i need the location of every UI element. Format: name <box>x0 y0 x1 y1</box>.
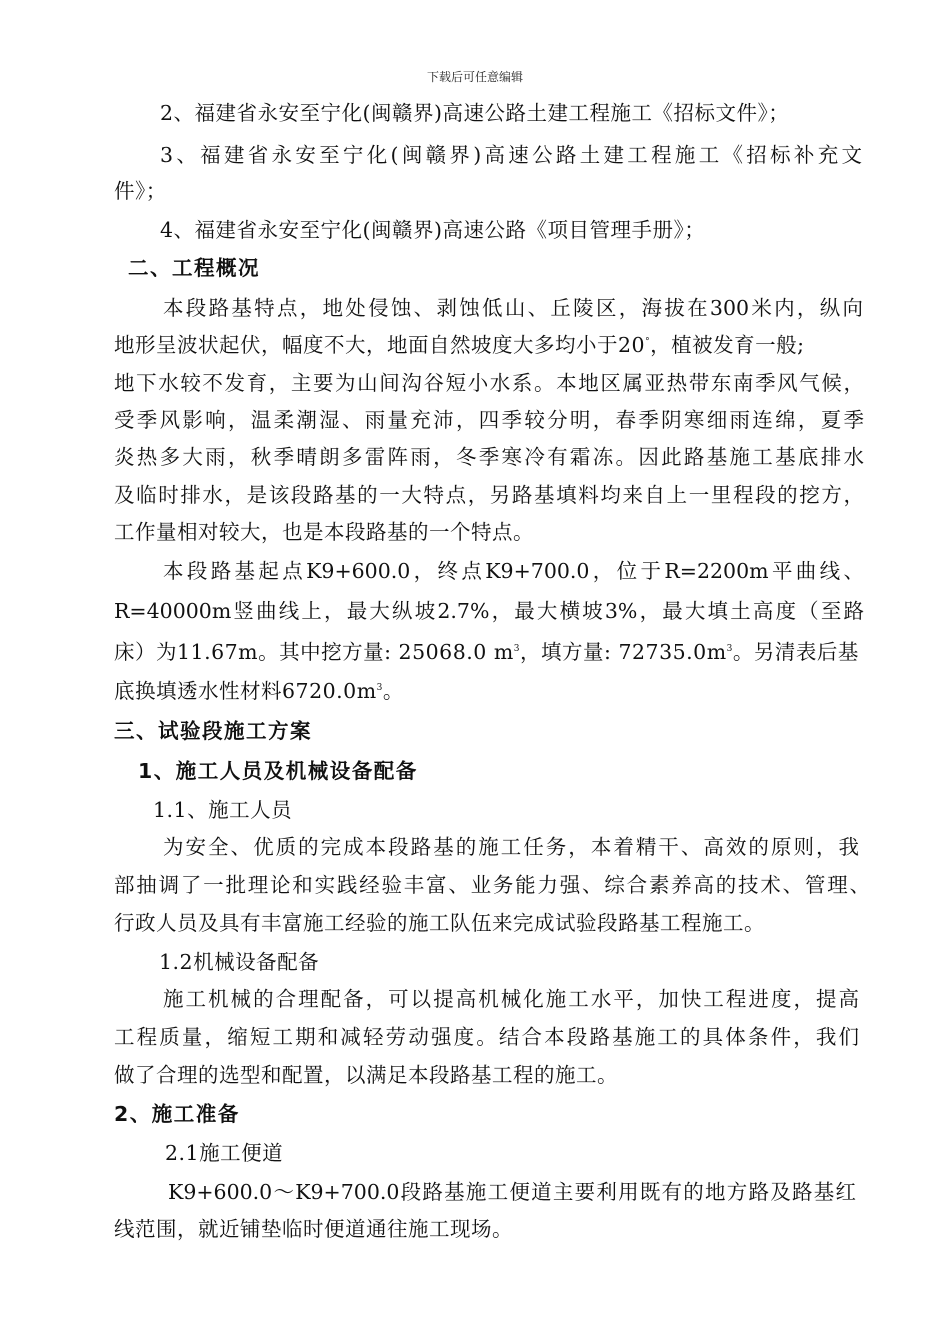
paragraph-line: 行政人员及具有丰富施工经验的施工队伍来完成试验段路基工程施工。 <box>114 911 765 935</box>
paragraph-line: 部抽调了一批理论和实践经验丰富、业务能力强、综合素养高的技术、管理、 <box>114 873 870 897</box>
subsection-heading-preparation: 2、施工准备 <box>114 1102 240 1126</box>
item-heading-staff: 1.1、施工人员 <box>153 798 293 822</box>
reference-item-3 <box>160 141 862 169</box>
section-heading-trial-plan: 三、试验段施工方案 <box>114 719 312 743</box>
page-header-note: 下载后可任意编辑 <box>426 70 523 84</box>
paragraph-line: 施工机械的合理配备，可以提高机械化施工水平，加快工程进度，提高 <box>163 987 859 1011</box>
paragraph-line: 底换填透水性材料$6720.0m^3$。 <box>114 679 404 703</box>
subsection-heading-staffing: 1、施工人员及机械设备配备 <box>138 759 418 783</box>
paragraph-line: 受季风影响，温柔潮湿、雨量充沛，四季较分明，春季阴寒细雨连绵，夏季 <box>114 408 864 432</box>
paragraph-line: 地下水较不发育，主要为山间沟谷短小水系。本地区属亚热带东南季风气候， <box>114 371 864 395</box>
reference-item-3-line2: 件》； <box>114 179 167 203</box>
paragraph-line: 本段路基起点K9+600.0，终点K9+700.0，位于R=2200m平曲线、 <box>163 559 864 583</box>
reference-item-2: 2、福建省永安至宁化(闽赣界)高速公路土建工程施工《招标文件》； <box>160 101 790 125</box>
paragraph-line: 工作量相对较大，也是本段路基的一个特点。 <box>114 520 534 544</box>
paragraph-line: 及临时排水，是该段路基的一大特点，另路基填料均来自上一里程段的挖方， <box>114 483 864 507</box>
paragraph-line: K9+600.0～K9+700.0段路基施工便道主要利用既有的地方路及路基红 <box>168 1180 856 1204</box>
paragraph-line: 炎热多大雨，秋季晴朗多雷阵雨，冬季寒冷有霜冻。因此路基施工基底排水 <box>114 445 864 469</box>
item-heading-machinery: 1.2机械设备配备 <box>159 950 320 974</box>
reference-item-4: 4、福建省永安至宁化(闽赣界)高速公路《项目管理手册》； <box>160 218 706 242</box>
section-heading-overview: 二、工程概况 <box>128 256 260 280</box>
paragraph-line: 地形呈波状起伏，幅度不大，地面自然坡度大多均小于20°，植被发育一般; <box>114 333 805 357</box>
paragraph-line: 床）为11.67m。其中挖方量: 25068.0 $m^3$，填方量: $72735.0m^3$。另清表后基 <box>114 640 859 664</box>
paragraph-line: 做了合理的选型和配置，以满足本段路基工程的施工。 <box>114 1063 618 1087</box>
paragraph-line: 为安全、优质的完成本段路基的施工任务，本着精干、高效的原则，我 <box>163 835 859 859</box>
paragraph-line: 工程质量，缩短工期和减轻劳动强度。结合本段路基施工的具体条件，我们 <box>114 1025 859 1049</box>
paragraph-line: R=40000m竖曲线上，最大纵坡2.7%，最大横坡3%，最大填土高度（至路 <box>114 599 864 623</box>
item-heading-access-road: 2.1施工便道 <box>165 1141 284 1165</box>
reference-item-3-line1: 3、福建省永安至宁化(闽赣界)高速公路土建工程施工《招标补充文 <box>160 143 862 167</box>
paragraph-line: 线范围，就近铺垫临时便道通往施工现场。 <box>114 1217 513 1241</box>
paragraph-line: 本段路基特点，地处侵蚀、剥蚀低山、丘陵区，海拔在300米内，纵向 <box>163 296 863 320</box>
